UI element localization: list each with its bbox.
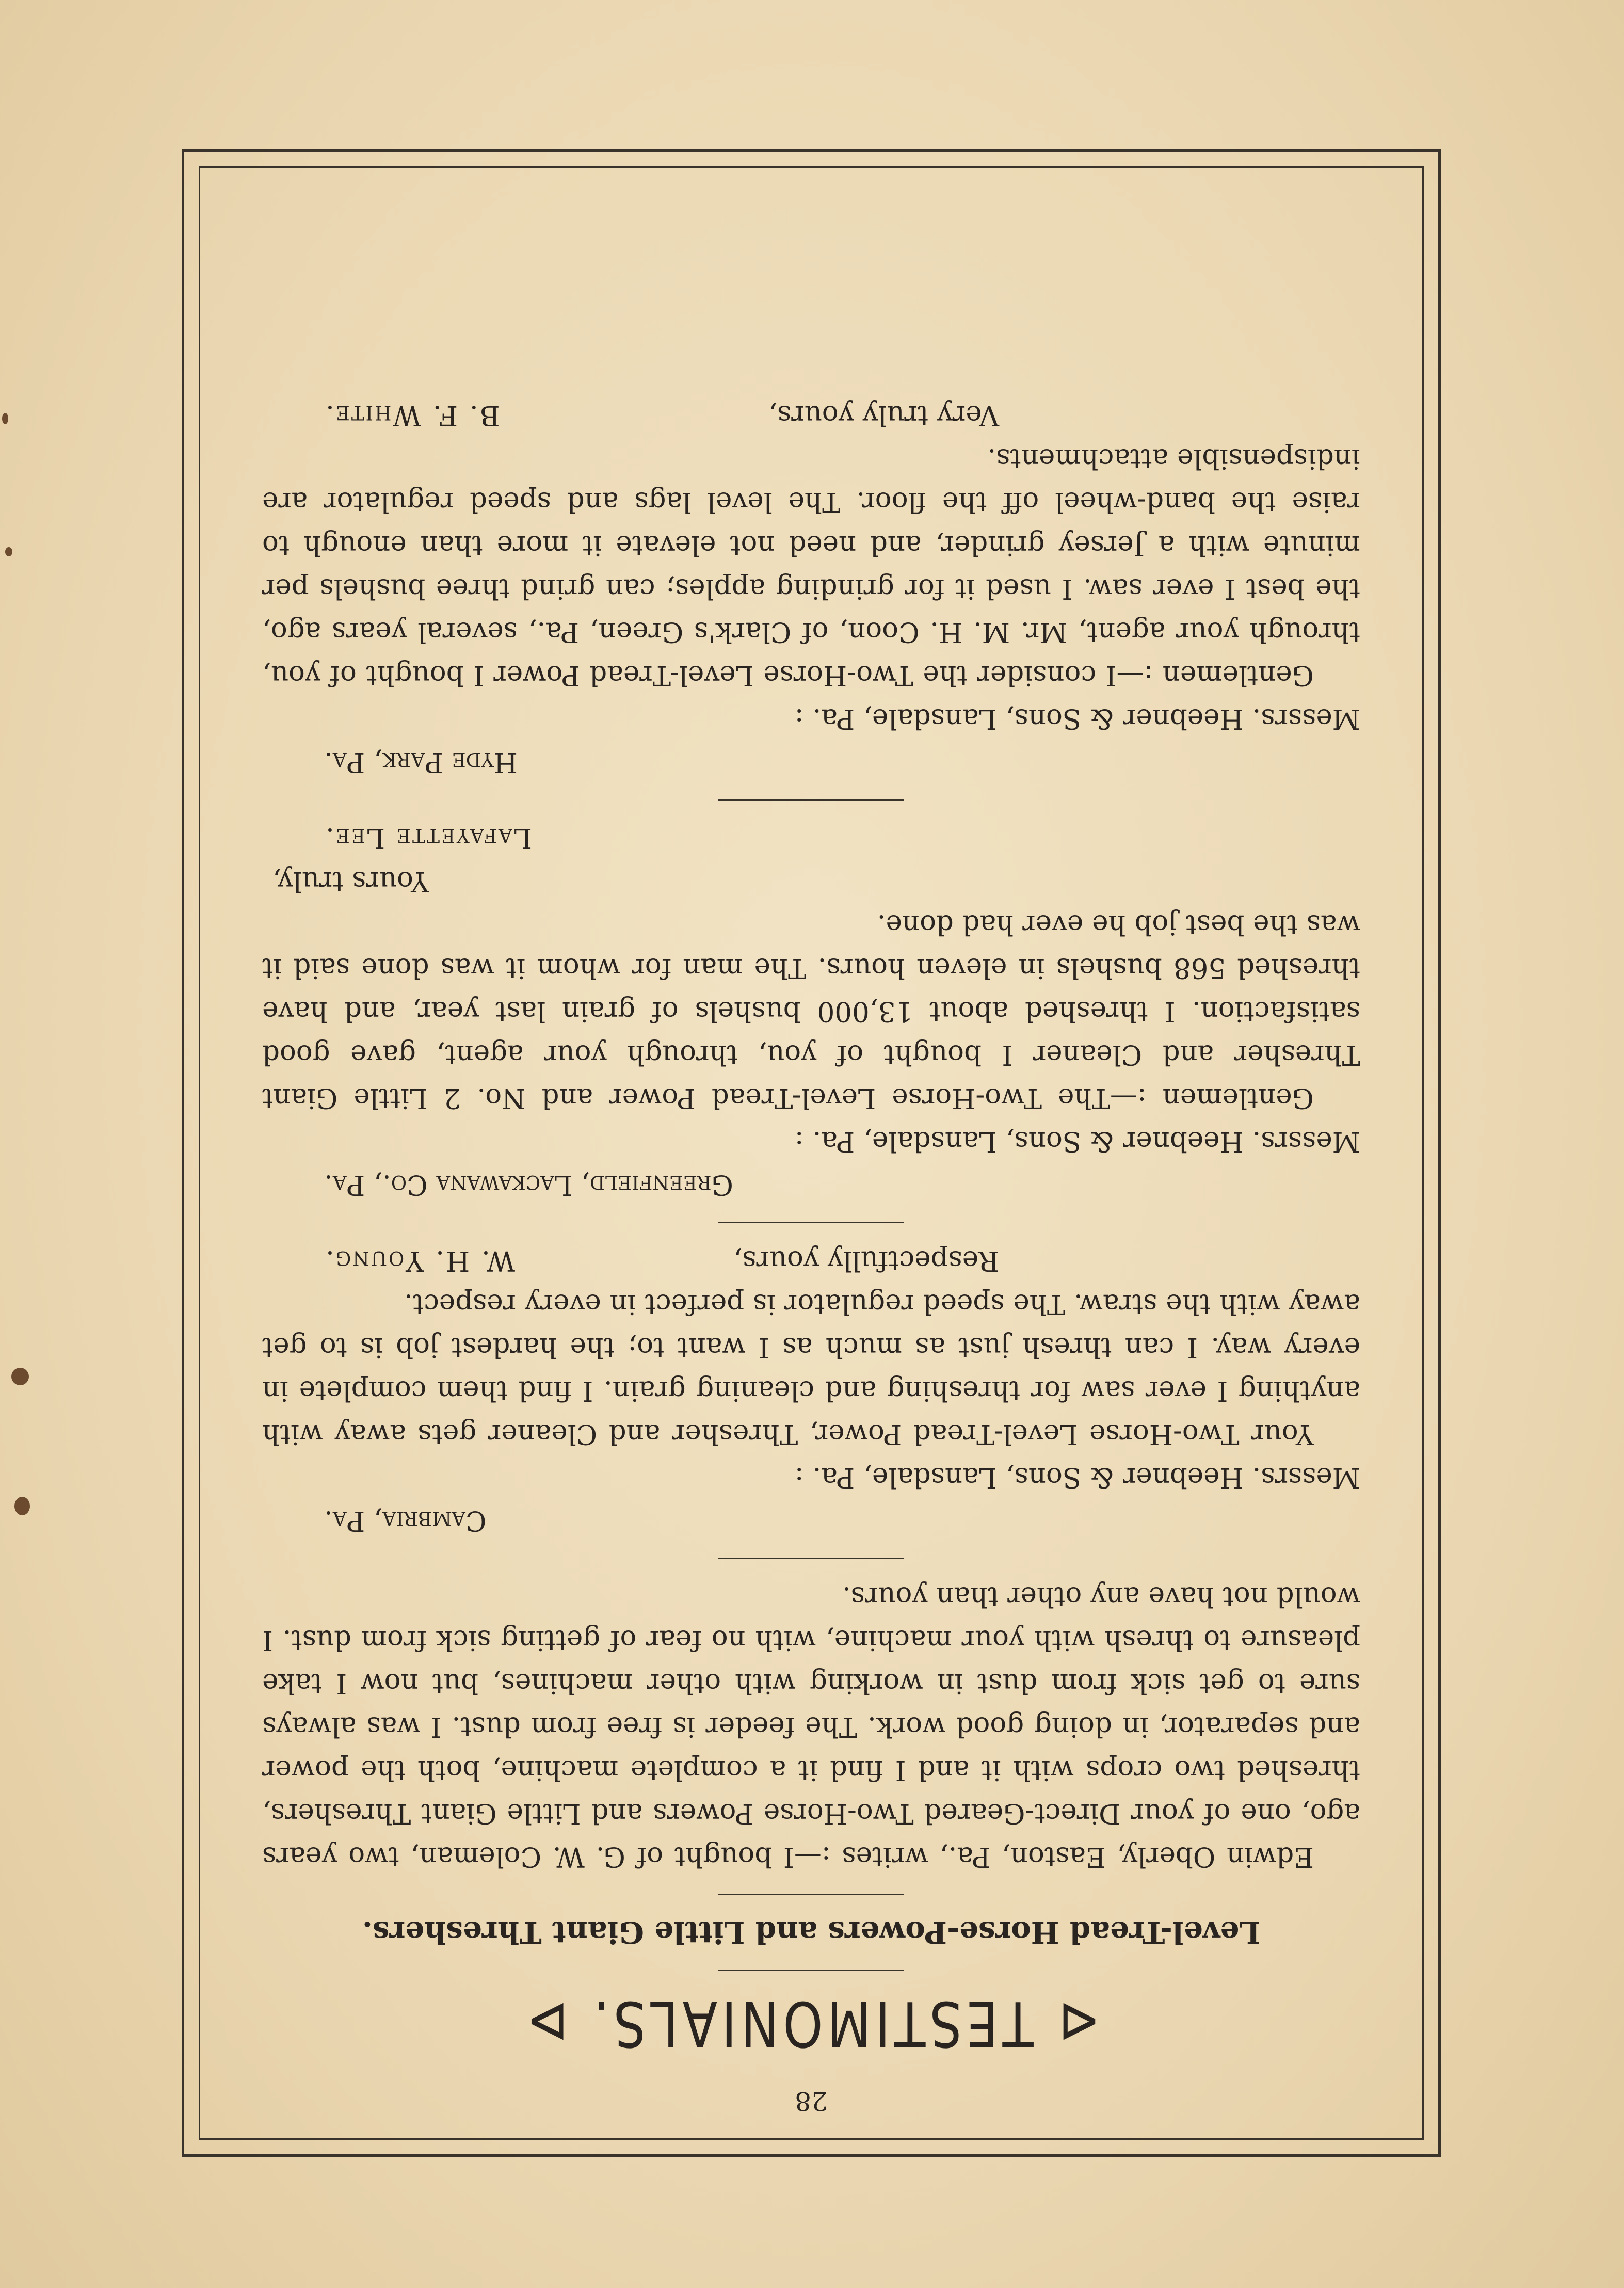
divider bbox=[718, 799, 904, 801]
testimonial-cambria-signoff bbox=[262, 1239, 1360, 1282]
testimonial-cambria-signature: W. H. Young. bbox=[324, 1245, 516, 1276]
testimonial-hydepark-text: Gentlemen :—I consider the Two-Horse Level-Tread Power I bought of you, through your agent, Mr. M. H. Coon, of Clark's Green, Pa., several years ago, the best I ever saw. I used it for grinding apples; can grind three bushels per minute with a Jersey grinder, and need not elevate it more than enough to raise the band-wheel off the floor. The level lags and speed regulator are indispensible attachments. bbox=[262, 443, 1360, 691]
testimonial-hydepark-signoff bbox=[262, 393, 1360, 437]
testimonial-hydepark-address: Messrs. Heebner & Sons, Lansdale, Pa. : bbox=[794, 703, 1360, 734]
testimonial-hydepark-place: Hyde Park, Pa. bbox=[324, 746, 518, 778]
testimonial-hydepark-closing: Very truly yours, bbox=[768, 399, 999, 431]
testimonial-greenfield-address: Messrs. Heebner & Sons, Lansdale, Pa. : bbox=[794, 1126, 1360, 1157]
testimonial-cambria-place: Cambria, Pa. bbox=[324, 1505, 487, 1537]
page-title: ⊲ TESTIMONIALS. ⊳ bbox=[522, 1987, 1101, 2059]
divider bbox=[718, 1558, 904, 1559]
testimonial-hydepark-signature: B. F. White. bbox=[324, 399, 500, 431]
testimonial-cambria-text: Your Two-Horse Level-Tread Power, Thresher and Cleaner gets away with anything I ever saw for threshing and cleaning grain. I find them complete in every way. I can thresh just as much as I want to; the hardest job is to get away with the straw. The speed regulator is perfect in every respect. bbox=[262, 1288, 1360, 1450]
page-number: 28 bbox=[795, 2086, 828, 2116]
testimonial-cambria-address: Messrs. Heebner & Sons, Lansdale, Pa. : bbox=[794, 1462, 1360, 1493]
page-content bbox=[262, 188, 1360, 2123]
page-border-outer bbox=[182, 149, 1441, 2157]
testimonial-greenfield-signoff bbox=[262, 859, 1360, 903]
testimonial-greenfield-place: Greenfield, Lackawana Co., Pa. bbox=[324, 1169, 733, 1201]
section-subtitle: Level-Tread Horse-Powers and Little Giant Threshers. bbox=[362, 1915, 1261, 1950]
divider bbox=[718, 1970, 904, 1971]
divider bbox=[718, 1222, 904, 1223]
testimonial-greenfield-text: Gentlemen :—The Two-Horse Level-Tread Power and No. 2 Little Giant Thresher and Cleaner I bought of you, through your agent, gave good satisfaction. I threshed about 13,000 bushels of grain last year, and have threshed 568 bushels in eleven hours. The man for whom it was done said it was the best job he ever had done. bbox=[262, 909, 1360, 1114]
divider bbox=[718, 1894, 904, 1895]
page-border-inner bbox=[199, 166, 1424, 2140]
testimonial-cambria-closing: Respectfully yours, bbox=[733, 1245, 999, 1276]
testimonial-greenfield-closing: Yours truly, bbox=[272, 866, 429, 897]
testimonial-oberly-text: Edwin Oberly, Easton, Pa., writes :—I bought of G. W. Coleman, two years ago, one of your Direct-Geared Two-Horse Powers and Little Giant Threshers, threshed two crops with it and I find it a complete machine, both the power and separator, in doing good work. The feeder is free from dust. I was always sure to get sick from dust in working with other machines, but now I take pleasure to thresh with your machine, with no fear of getting sick from dust. I would not have any other than yours. bbox=[262, 1581, 1360, 1873]
testimonial-greenfield-signature: Lafayette Lee. bbox=[324, 822, 532, 854]
